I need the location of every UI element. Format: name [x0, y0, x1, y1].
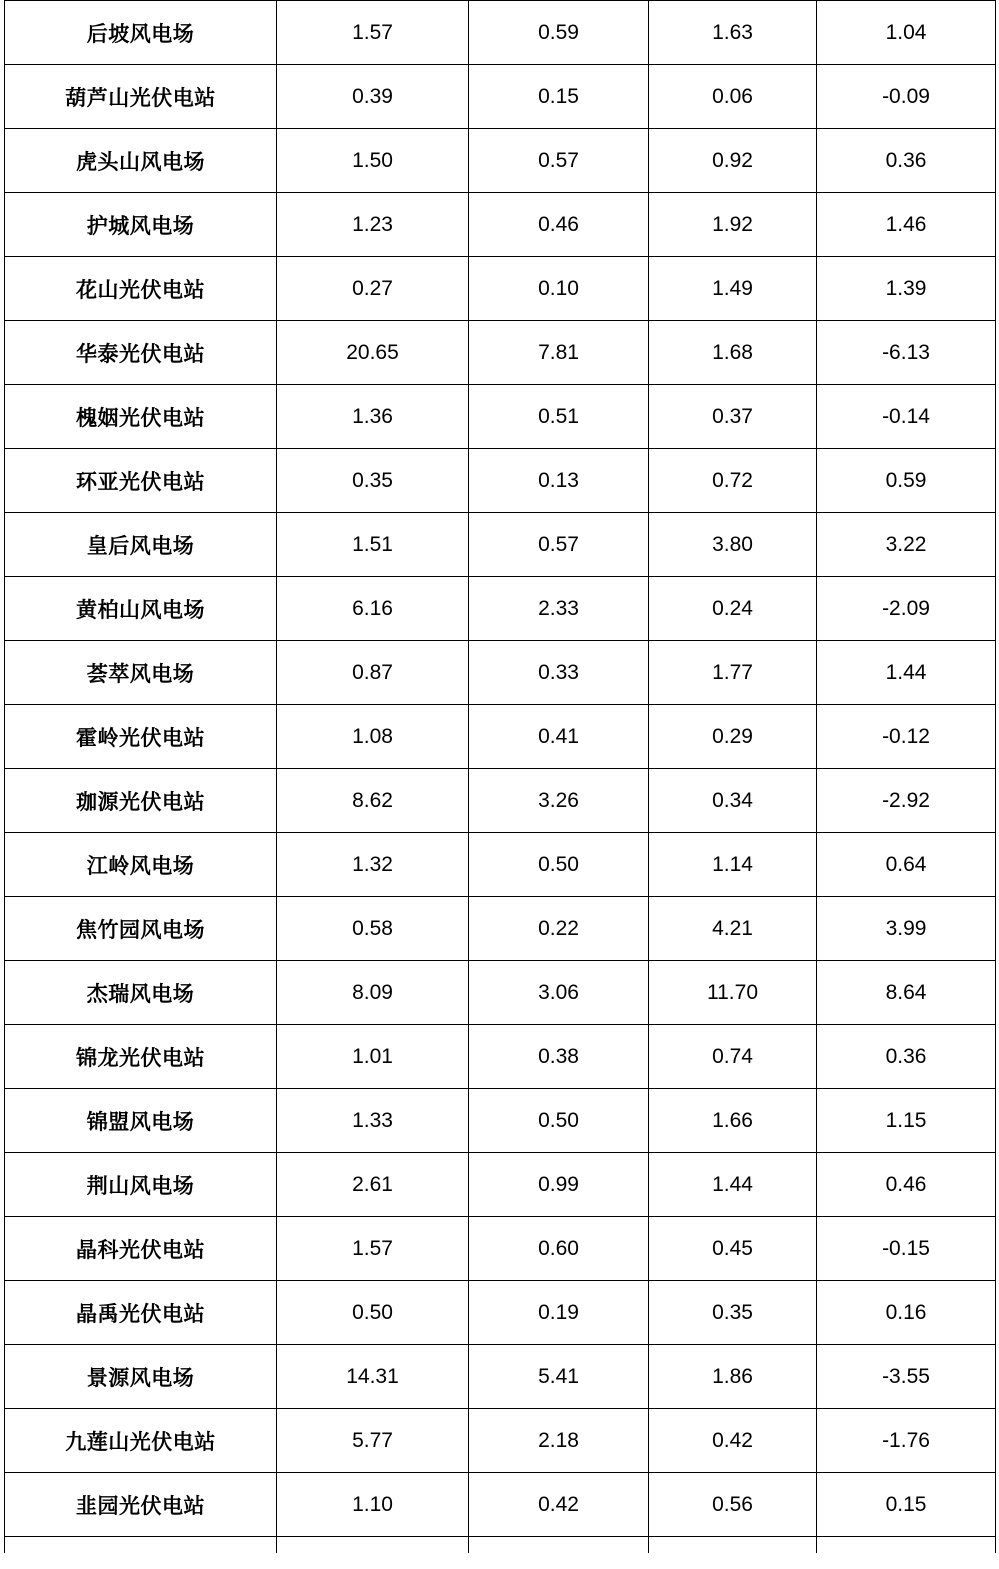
- value-1-cell: 6.16: [277, 577, 469, 641]
- station-name-cell: 霍岭光伏电站: [5, 705, 277, 769]
- value-4-cell: 8.64: [817, 961, 996, 1025]
- table-row: [5, 257, 996, 321]
- table-row: [5, 1025, 996, 1089]
- value-2-cell: 0.33: [469, 641, 649, 705]
- value-1-cell: 1.10: [277, 1473, 469, 1537]
- value-2-cell: 5.41: [469, 1345, 649, 1409]
- value-2-cell: 0.15: [469, 65, 649, 129]
- value-4-cell: 0.59: [817, 449, 996, 513]
- value-2-cell: 0.99: [469, 1153, 649, 1217]
- value-1-cell: 1.01: [277, 1025, 469, 1089]
- station-name-cell: 杰瑞风电场: [5, 961, 277, 1025]
- value-2-cell: 7.81: [469, 321, 649, 385]
- value-4-cell: 1.44: [817, 641, 996, 705]
- station-name-cell: 韭园光伏电站: [5, 1473, 277, 1537]
- station-name-cell: 虎头山风电场: [5, 129, 277, 193]
- value-2-cell: 0.59: [469, 1, 649, 65]
- station-name-cell: 江岭风电场: [5, 833, 277, 897]
- value-1-cell: 0.58: [277, 897, 469, 961]
- value-3-cell: 1.14: [649, 833, 817, 897]
- value-4-cell: -6.13: [817, 321, 996, 385]
- table-row: [5, 833, 996, 897]
- value-3-cell: 1.86: [649, 1345, 817, 1409]
- table-row: [5, 1473, 996, 1537]
- value-3-cell: 1.63: [649, 1, 817, 65]
- value-4-cell: 0.64: [817, 833, 996, 897]
- value-1-cell: 0.87: [277, 641, 469, 705]
- table-row: [5, 1089, 996, 1153]
- station-name-cell: 荆山风电场: [5, 1153, 277, 1217]
- value-1-cell: 8.09: [277, 961, 469, 1025]
- value-4-cell: -1.76: [817, 1409, 996, 1473]
- value-3-cell: 4.21: [649, 897, 817, 961]
- value-3-cell: 1.77: [649, 641, 817, 705]
- value-3-cell: 11.70: [649, 961, 817, 1025]
- value-4-cell: -0.15: [817, 1217, 996, 1281]
- table-row: [5, 1217, 996, 1281]
- value-3-cell: 0.34: [649, 769, 817, 833]
- value-4-cell: 0.36: [817, 1025, 996, 1089]
- table-row: [5, 705, 996, 769]
- value-3-cell: 0.35: [649, 1281, 817, 1345]
- table-row: [5, 1, 996, 65]
- value-1-cell: 5.77: [277, 1409, 469, 1473]
- table-cell-partial: [277, 1537, 469, 1554]
- value-4-cell: -2.92: [817, 769, 996, 833]
- station-name-cell: 皇后风电场: [5, 513, 277, 577]
- value-2-cell: 0.10: [469, 257, 649, 321]
- value-4-cell: -0.09: [817, 65, 996, 129]
- value-3-cell: 0.72: [649, 449, 817, 513]
- table-cell-partial: [5, 1537, 277, 1554]
- value-3-cell: 1.49: [649, 257, 817, 321]
- value-1-cell: 1.50: [277, 129, 469, 193]
- value-3-cell: 0.24: [649, 577, 817, 641]
- station-name-cell: 九莲山光伏电站: [5, 1409, 277, 1473]
- station-name-cell: 景源风电场: [5, 1345, 277, 1409]
- value-3-cell: 3.80: [649, 513, 817, 577]
- station-name-cell: 花山光伏电站: [5, 257, 277, 321]
- table-cell-partial: [649, 1537, 817, 1554]
- table-body: [5, 1, 996, 1554]
- power-station-table: [4, 0, 996, 1553]
- table-row: [5, 1345, 996, 1409]
- table-row: [5, 129, 996, 193]
- value-2-cell: 3.06: [469, 961, 649, 1025]
- value-2-cell: 0.50: [469, 833, 649, 897]
- value-2-cell: 0.38: [469, 1025, 649, 1089]
- value-1-cell: 8.62: [277, 769, 469, 833]
- station-name-cell: 锦盟风电场: [5, 1089, 277, 1153]
- value-3-cell: 0.74: [649, 1025, 817, 1089]
- value-2-cell: 2.33: [469, 577, 649, 641]
- table-cell-partial: [469, 1537, 649, 1554]
- value-2-cell: 0.13: [469, 449, 649, 513]
- value-1-cell: 1.32: [277, 833, 469, 897]
- station-name-cell: 环亚光伏电站: [5, 449, 277, 513]
- value-2-cell: 0.46: [469, 193, 649, 257]
- value-3-cell: 0.29: [649, 705, 817, 769]
- value-4-cell: 1.04: [817, 1, 996, 65]
- value-3-cell: 1.68: [649, 321, 817, 385]
- value-4-cell: -3.55: [817, 1345, 996, 1409]
- value-2-cell: 0.60: [469, 1217, 649, 1281]
- station-name-cell: 葫芦山光伏电站: [5, 65, 277, 129]
- value-4-cell: -0.12: [817, 705, 996, 769]
- station-name-cell: 护城风电场: [5, 193, 277, 257]
- table-row: [5, 65, 996, 129]
- value-4-cell: 3.99: [817, 897, 996, 961]
- value-1-cell: 1.51: [277, 513, 469, 577]
- value-4-cell: 0.16: [817, 1281, 996, 1345]
- value-2-cell: 0.51: [469, 385, 649, 449]
- station-name-cell: 华泰光伏电站: [5, 321, 277, 385]
- table-row: [5, 961, 996, 1025]
- value-4-cell: 1.46: [817, 193, 996, 257]
- value-2-cell: 0.57: [469, 513, 649, 577]
- value-3-cell: 0.56: [649, 1473, 817, 1537]
- value-2-cell: 0.19: [469, 1281, 649, 1345]
- station-name-cell: 黄柏山风电场: [5, 577, 277, 641]
- value-2-cell: 2.18: [469, 1409, 649, 1473]
- station-name-cell: 晶科光伏电站: [5, 1217, 277, 1281]
- table-row: [5, 513, 996, 577]
- value-4-cell: 0.46: [817, 1153, 996, 1217]
- value-3-cell: 0.06: [649, 65, 817, 129]
- value-4-cell: 1.39: [817, 257, 996, 321]
- station-name-cell: 晶禹光伏电站: [5, 1281, 277, 1345]
- station-name-cell: 荟萃风电场: [5, 641, 277, 705]
- value-2-cell: 0.41: [469, 705, 649, 769]
- value-1-cell: 14.31: [277, 1345, 469, 1409]
- value-4-cell: 1.15: [817, 1089, 996, 1153]
- station-name-cell: 槐姻光伏电站: [5, 385, 277, 449]
- value-3-cell: 0.42: [649, 1409, 817, 1473]
- value-4-cell: 0.15: [817, 1473, 996, 1537]
- value-2-cell: 0.57: [469, 129, 649, 193]
- value-4-cell: 3.22: [817, 513, 996, 577]
- station-name-cell: 后坡风电场: [5, 1, 277, 65]
- station-name-cell: 锦龙光伏电站: [5, 1025, 277, 1089]
- station-name-cell: 珈源光伏电站: [5, 769, 277, 833]
- value-4-cell: -2.09: [817, 577, 996, 641]
- value-1-cell: 0.27: [277, 257, 469, 321]
- station-name-cell: 焦竹园风电场: [5, 897, 277, 961]
- value-1-cell: 20.65: [277, 321, 469, 385]
- table-cell-partial: [817, 1537, 996, 1554]
- table-row: [5, 769, 996, 833]
- value-1-cell: 1.57: [277, 1, 469, 65]
- value-3-cell: 1.92: [649, 193, 817, 257]
- value-2-cell: 3.26: [469, 769, 649, 833]
- table-row: [5, 641, 996, 705]
- value-1-cell: 0.35: [277, 449, 469, 513]
- value-1-cell: 1.57: [277, 1217, 469, 1281]
- value-1-cell: 0.50: [277, 1281, 469, 1345]
- value-3-cell: 0.92: [649, 129, 817, 193]
- value-3-cell: 1.44: [649, 1153, 817, 1217]
- value-1-cell: 1.36: [277, 385, 469, 449]
- value-2-cell: 0.50: [469, 1089, 649, 1153]
- value-3-cell: 0.45: [649, 1217, 817, 1281]
- table-row: [5, 193, 996, 257]
- table-row-partial: [5, 1537, 996, 1554]
- table-row: [5, 321, 996, 385]
- value-1-cell: 1.33: [277, 1089, 469, 1153]
- table-row: [5, 577, 996, 641]
- value-2-cell: 0.42: [469, 1473, 649, 1537]
- value-4-cell: 0.36: [817, 129, 996, 193]
- value-4-cell: -0.14: [817, 385, 996, 449]
- table-row: [5, 1153, 996, 1217]
- value-1-cell: 0.39: [277, 65, 469, 129]
- table-row: [5, 449, 996, 513]
- value-3-cell: 1.66: [649, 1089, 817, 1153]
- table-row: [5, 1281, 996, 1345]
- value-2-cell: 0.22: [469, 897, 649, 961]
- table-row: [5, 897, 996, 961]
- table-row: [5, 385, 996, 449]
- value-1-cell: 2.61: [277, 1153, 469, 1217]
- table-row: [5, 1409, 996, 1473]
- value-1-cell: 1.23: [277, 193, 469, 257]
- value-3-cell: 0.37: [649, 385, 817, 449]
- value-1-cell: 1.08: [277, 705, 469, 769]
